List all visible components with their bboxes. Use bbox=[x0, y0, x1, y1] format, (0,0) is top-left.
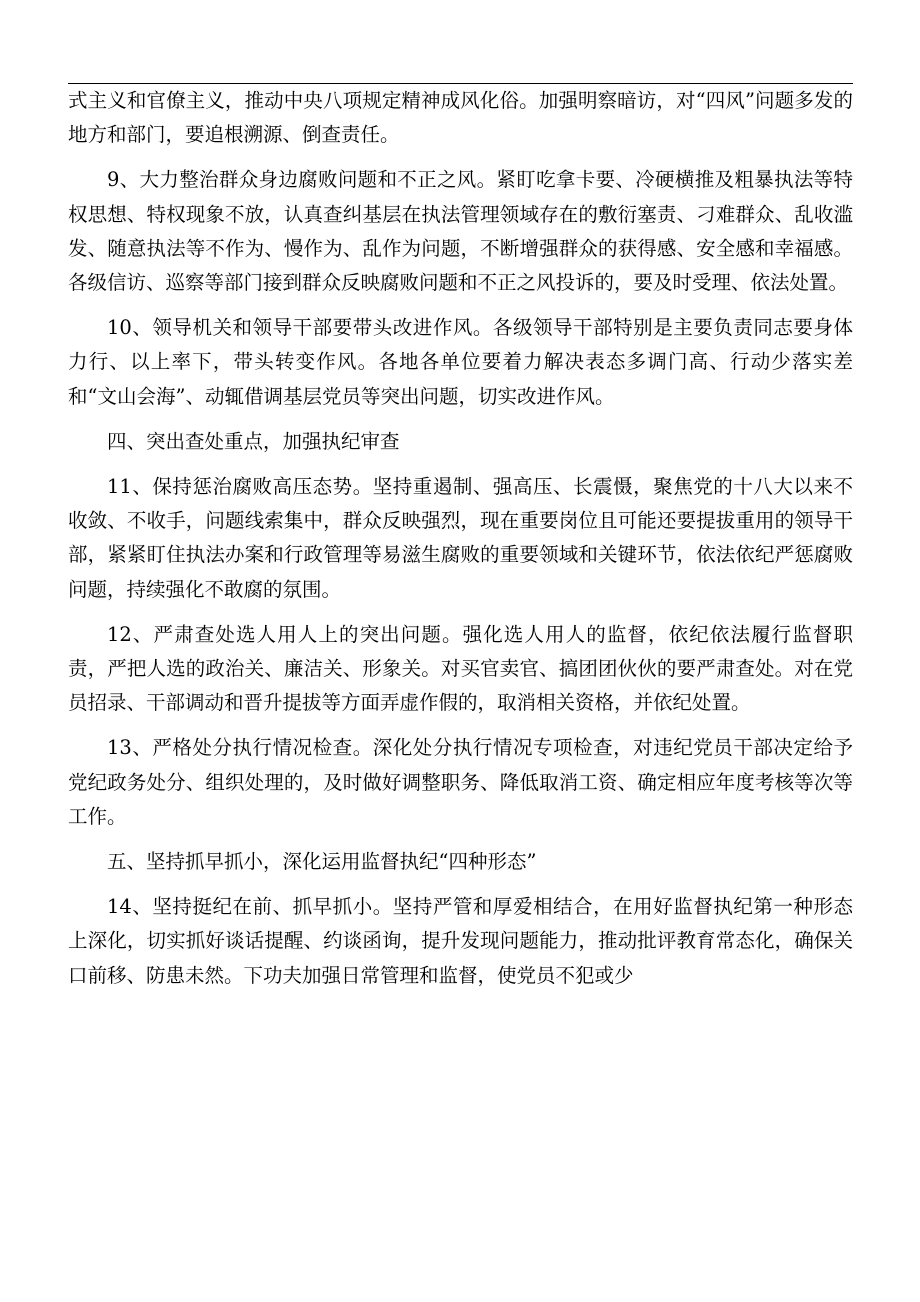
section-heading-5: 五、坚持抓早抓小，深化运用监督执纪“四种形态” bbox=[107, 850, 537, 874]
paragraph-continuation: 式主义和官僚主义，推动中央八项规定精神成风化俗。加强明察暗访，对“四风”问题多发的地方和部门，要追根溯源、倒查责任。 bbox=[68, 89, 853, 147]
section-heading-4: 四、突出查处重点，加强执纪审查 bbox=[107, 429, 400, 453]
paragraph-item-9: 9、大力整治群众身边腐败问题和不正之风。紧盯吃拿卡要、冷硬横推及粗暴执法等特权思想、特权现象不放，认真查纠基层在执法管理领域存在的敷衍塞责、刁难群众、乱收滥发、随意执法等不作为、慢作为、乱作为问题，不断增强群众的获得感、安全感和幸福感。各级信访、巡察等部门接到群众反映腐败问题和不正之风投诉的，要及时受理、依法处置。 bbox=[68, 168, 853, 295]
paragraph-item-12: 12、严肃查处选人用人上的突出问题。强化选人用人的监督，依纪依法履行监督职责，严把人选的政治关、廉洁关、形象关。对买官卖官、搞团团伙伙的要严肃查处。对在党员招录、干部调动和晋升提拔等方面弄虚作假的，取消相关资格，并依纪处置。 bbox=[68, 622, 853, 715]
paragraph-item-14: 14、坚持挺纪在前、抓早抓小。坚持严管和厚爱相结合，在用好监督执纪第一种形态上深化，切实抓好谈话提醒、约谈函询，提升发现问题能力，推动批评教育常态化，确保关口前移、防患未然。下功夫加强日常管理和监督，使党员不犯或少 bbox=[68, 895, 853, 987]
document-body bbox=[68, 84, 853, 1004]
paragraph-item-10: 10、领导机关和领导干部要带头改进作风。各级领导干部特别是主要负责同志要身体力行、以上率下，带头转变作风。各地各单位要着力解决表态多调门高、行动少落实差和“文山会海”、动辄借调基层党员等突出问题，切实改进作风。 bbox=[68, 316, 853, 408]
paragraph-item-13: 13、严格处分执行情况检查。深化处分执行情况专项检查，对违纪党员干部决定给予党纪政务处分、组织处理的，及时做好调整职务、降低取消工资、确定相应年度考核等次等工作。 bbox=[68, 736, 853, 828]
paragraph-item-11: 11、保持惩治腐败高压态势。坚持重遏制、强高压、长震慑，聚焦党的十八大以来不收敛、不收手，问题线索集中，群众反映强烈，现在重要岗位且可能还要提拔重用的领导干部，紧紧盯住执法办案和行政管理等易滋生腐败的重要领域和关键环节，依法依纪严惩腐败问题，持续强化不敢腐的氛围。 bbox=[68, 475, 853, 601]
